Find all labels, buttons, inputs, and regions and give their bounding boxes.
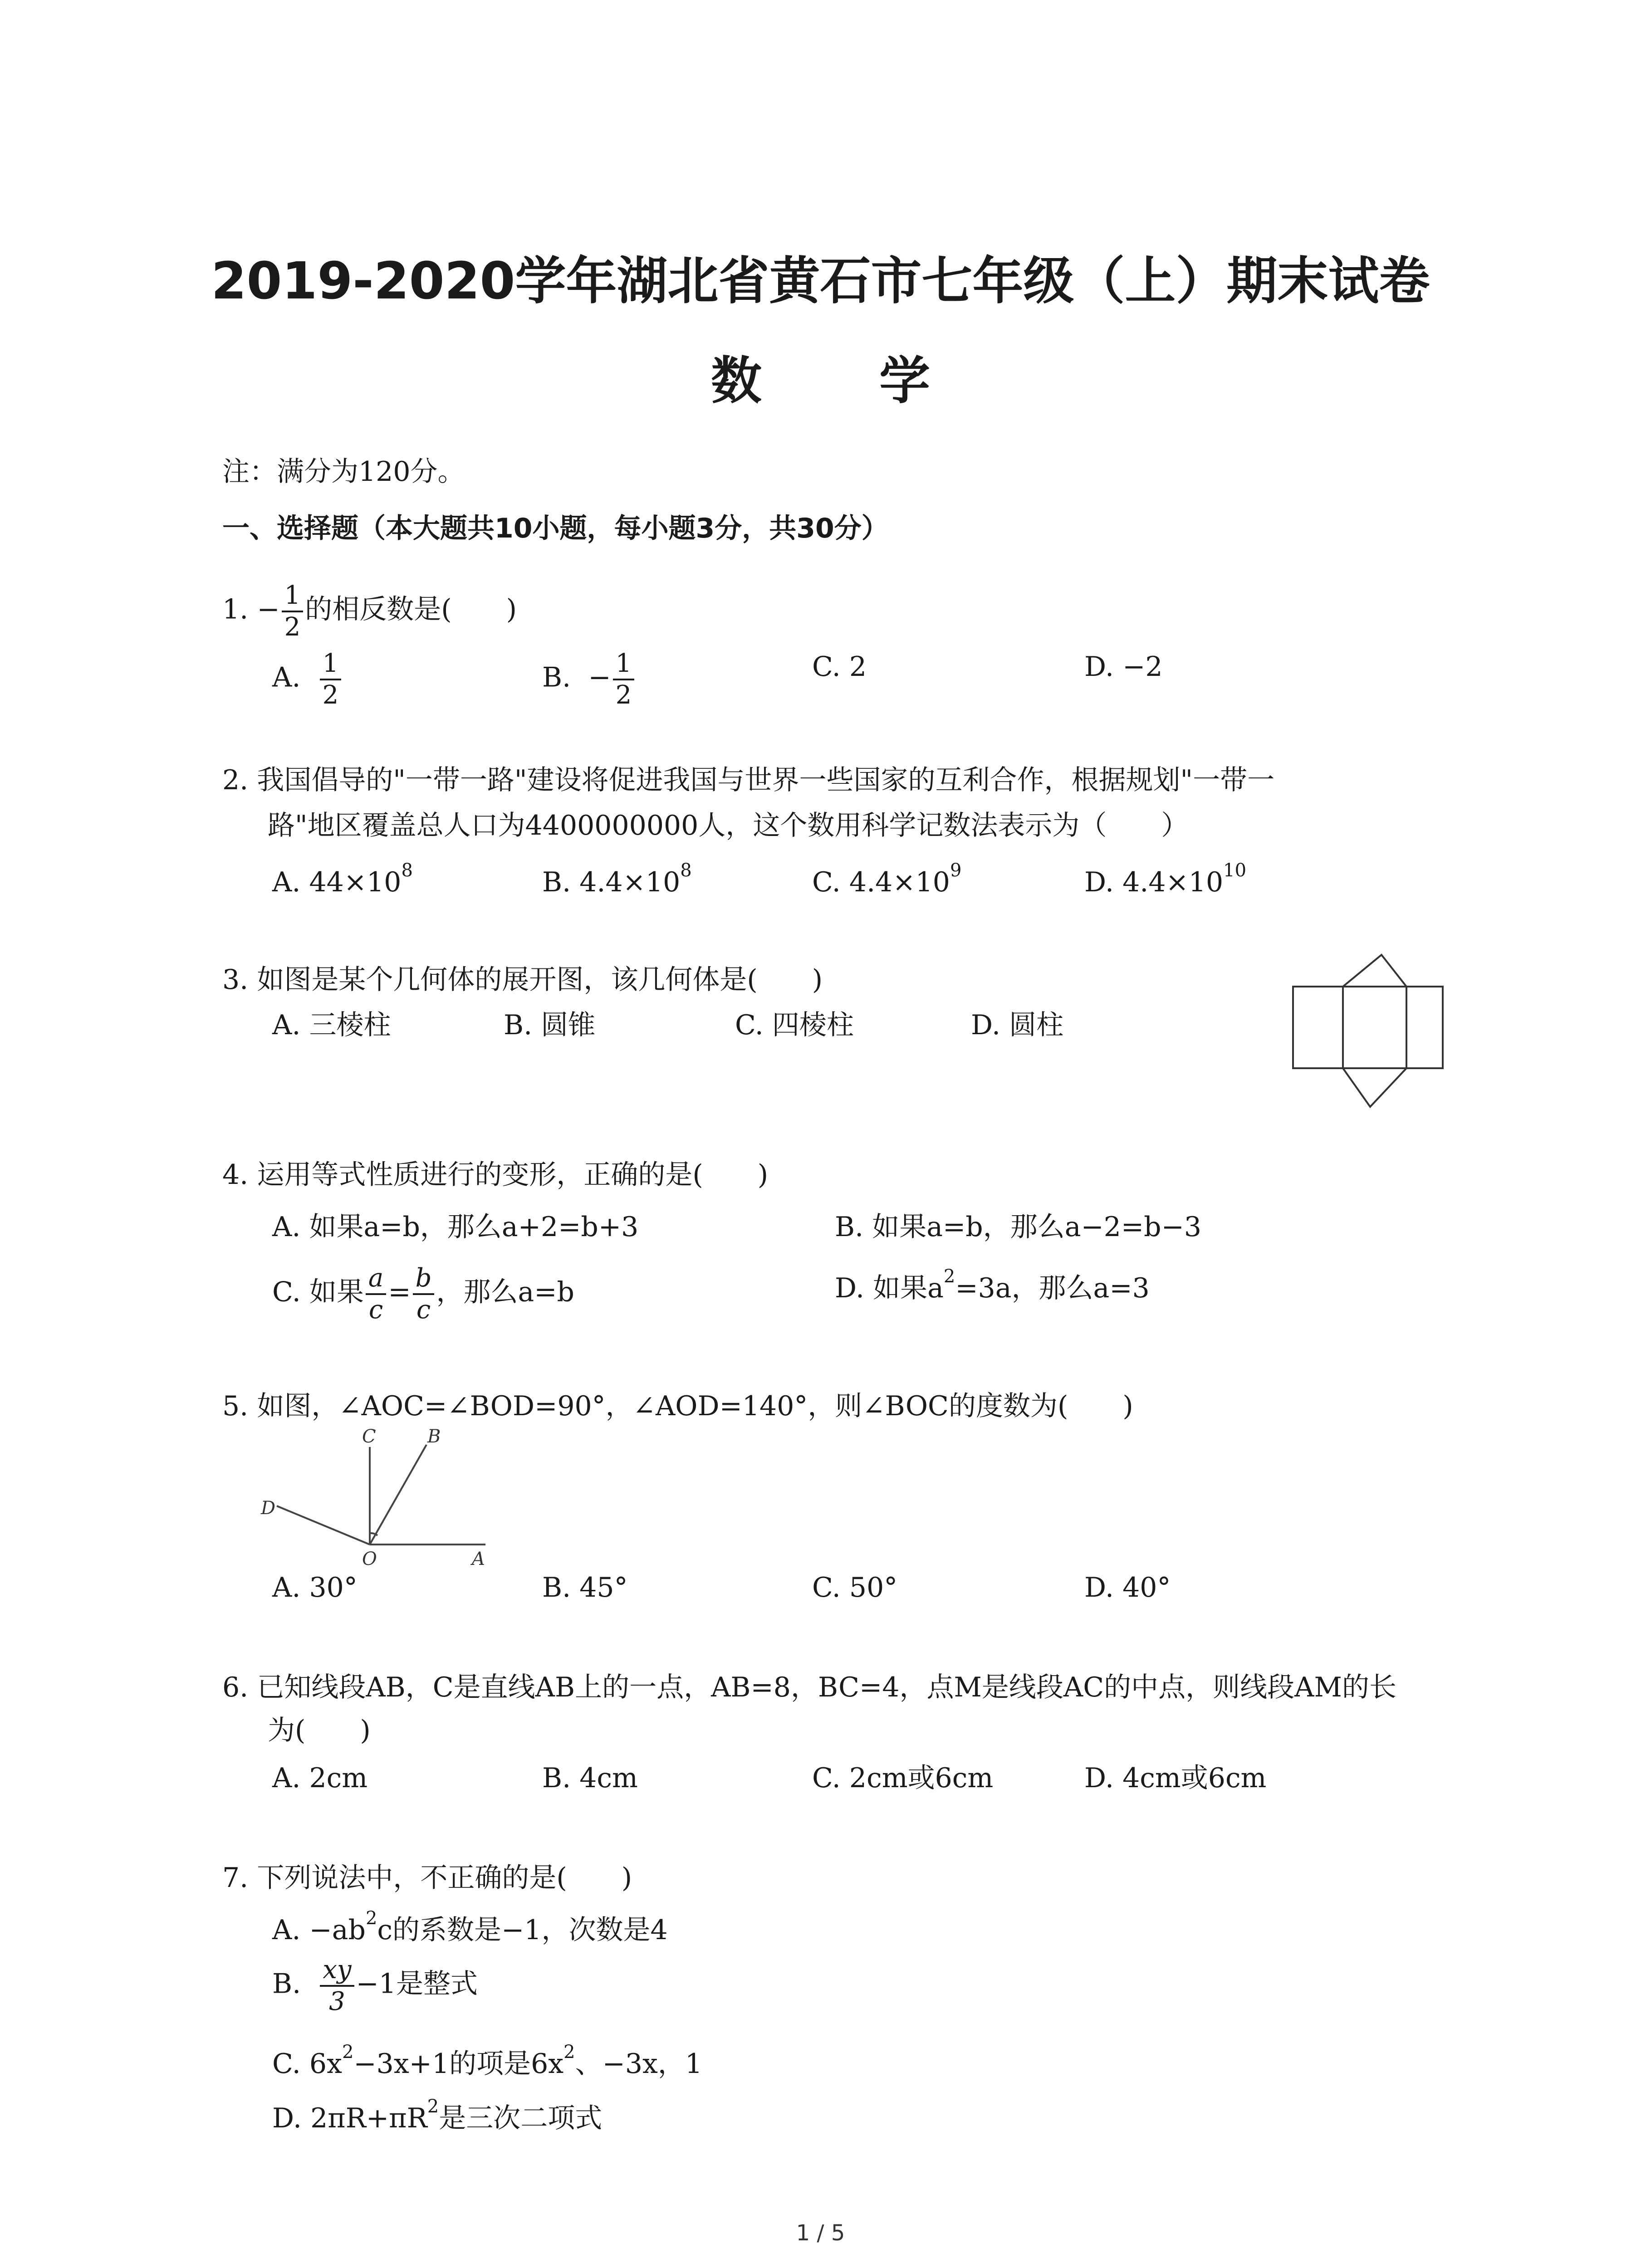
option-label: B. — [542, 661, 571, 694]
minus-sign: − — [588, 661, 611, 694]
q3-option-d[interactable]: D. 圆柱 — [971, 1009, 1064, 1041]
option-text: D. 4.4×10 — [1084, 866, 1224, 898]
numerator: xy — [320, 1955, 354, 1987]
question-5: 5. 如图，∠AOC=∠BOD=90°，∠AOD=140°，则∠BOC的度数为( ) — [222, 1390, 1133, 1422]
question-text: 的相反数是( ) — [305, 593, 517, 626]
q3-option-b[interactable]: B. 圆锥 — [504, 1009, 596, 1041]
exponent: 2 — [427, 2096, 439, 2117]
q5-option-a[interactable]: A. 30° — [272, 1572, 358, 1603]
question-6-line-1: 6. 已知线段AB，C是直线AB上的一点，AB=8，BC=4，点M是线段AC的中点，则线段AM的长 — [222, 1672, 1396, 1703]
numerator: 1 — [613, 649, 635, 680]
option-text: D. 2πR+πR — [272, 2102, 427, 2134]
q4-option-a[interactable]: A. 如果a=b，那么a+2=b+3 — [272, 1211, 639, 1243]
page-number: 1 / 5 — [796, 2220, 845, 2246]
net-triangle-top — [1343, 955, 1406, 987]
option-text: B. 4.4×10 — [542, 866, 681, 898]
net-rect-middle — [1343, 987, 1406, 1068]
q7-option-c[interactable] — [272, 2042, 703, 2082]
option-text: C. 如果 — [272, 1276, 364, 1308]
angle-figure — [259, 1424, 495, 1574]
numerator: a — [366, 1263, 386, 1295]
numerator: 1 — [282, 581, 304, 612]
ray-od — [277, 1506, 370, 1545]
net-rect-left — [1293, 987, 1343, 1068]
q1-option-c[interactable]: C. 2 — [812, 651, 867, 683]
question-2-line-2: 路"地区覆盖总人口为4400000000人，这个数用科学记数法表示为（ ） — [268, 810, 1189, 841]
option-text: c的系数是−1，次数是4 — [377, 1914, 668, 1946]
question-1 — [222, 581, 517, 642]
question-6-line-2: 为( ) — [268, 1715, 371, 1746]
equals-sign: = — [388, 1276, 411, 1308]
numerator: 1 — [320, 649, 342, 680]
exponent: 2 — [342, 2042, 354, 2063]
q1-option-d[interactable]: D. −2 — [1084, 651, 1163, 683]
q4-option-c[interactable] — [272, 1263, 574, 1325]
q6-option-a[interactable]: A. 2cm — [272, 1762, 368, 1794]
option-label: B. — [272, 1968, 301, 2000]
fraction — [320, 649, 342, 710]
q6-option-b[interactable]: B. 4cm — [542, 1762, 638, 1794]
question-2-line-1: 2. 我国倡导的"一带一路"建设将促进我国与世界一些国家的互利合作，根据规划"一带一 — [222, 764, 1275, 796]
prism-net-figure — [1279, 948, 1452, 1111]
q6-option-c[interactable]: C. 2cm或6cm — [812, 1762, 994, 1794]
exponent: 9 — [950, 860, 962, 881]
exponent: 10 — [1223, 860, 1247, 881]
exponent: 8 — [680, 860, 692, 881]
fraction — [366, 1263, 386, 1325]
question-3: 3. 如图是某个几何体的展开图，该几何体是( ) — [222, 964, 823, 996]
q5-option-c[interactable]: C. 50° — [812, 1572, 898, 1603]
q5-option-d[interactable]: D. 40° — [1084, 1572, 1171, 1603]
q7-option-d[interactable] — [272, 2096, 603, 2136]
option-text: 是三次二项式 — [439, 2102, 603, 2134]
page-subtitle: 数 学 — [711, 352, 980, 411]
q5-option-b[interactable]: B. 45° — [542, 1572, 628, 1603]
option-text: A. 44×10 — [272, 866, 402, 898]
q2-option-d[interactable] — [1084, 860, 1247, 900]
denominator: 3 — [329, 1987, 345, 2016]
question-4: 4. 运用等式性质进行的变形，正确的是( ) — [222, 1159, 769, 1191]
q3-option-a[interactable]: A. 三棱柱 — [272, 1009, 391, 1041]
section-heading: 一、选择题（本大题共10小题，每小题3分，共30分） — [222, 513, 889, 544]
net-rect-right — [1406, 987, 1443, 1068]
fraction — [282, 581, 304, 642]
denominator: 2 — [322, 680, 339, 710]
label-b: B — [427, 1426, 441, 1447]
minus-sign: − — [257, 593, 280, 626]
q1-option-a[interactable] — [272, 649, 343, 710]
option-text: A. −ab — [272, 1914, 366, 1946]
q2-option-b[interactable] — [542, 860, 692, 900]
label-a: A — [472, 1549, 485, 1569]
option-text: C. 4.4×10 — [812, 866, 950, 898]
numerator: b — [413, 1263, 435, 1295]
fraction — [320, 1955, 354, 2017]
q7-option-b[interactable] — [272, 1955, 478, 2017]
option-text: ，那么a=b — [436, 1276, 574, 1308]
q4-option-b[interactable]: B. 如果a=b，那么a−2=b−3 — [835, 1211, 1202, 1243]
q2-option-a[interactable] — [272, 860, 413, 900]
option-text: =3a，那么a=3 — [955, 1272, 1150, 1304]
option-text: D. 如果a — [835, 1272, 944, 1304]
label-o: O — [362, 1549, 377, 1569]
denominator: c — [368, 1295, 383, 1325]
denominator: c — [416, 1295, 431, 1325]
label-d: D — [261, 1498, 276, 1519]
q7-option-a[interactable] — [272, 1908, 668, 1948]
label-c: C — [362, 1426, 376, 1447]
q4-option-d[interactable] — [835, 1266, 1150, 1306]
fraction — [613, 649, 635, 710]
net-triangle-bottom — [1343, 1068, 1406, 1107]
exponent: 2 — [365, 1908, 377, 1929]
question-7: 7. 下列说法中，不正确的是( ) — [222, 1862, 632, 1894]
option-text: 、−3x，1 — [575, 2048, 703, 2080]
option-label: A. — [272, 661, 301, 694]
denominator: 2 — [615, 680, 632, 710]
score-note: 注：满分为120分。 — [222, 456, 465, 488]
exponent: 2 — [563, 2042, 575, 2063]
q1-option-b[interactable] — [542, 649, 636, 710]
page-title: 2019-2020学年湖北省黄石市七年级（上）期末试卷 — [211, 252, 1430, 311]
q2-option-c[interactable] — [812, 860, 962, 900]
question-number: 1. — [222, 593, 249, 626]
option-text: −3x+1的项是6x — [353, 2048, 564, 2080]
option-text: C. 6x — [272, 2048, 342, 2080]
option-text: −1是整式 — [356, 1968, 478, 2000]
ray-ob — [370, 1445, 426, 1545]
denominator: 2 — [284, 612, 301, 642]
q6-option-d[interactable]: D. 4cm或6cm — [1084, 1762, 1267, 1794]
fraction — [413, 1263, 435, 1325]
q3-option-c[interactable]: C. 四棱柱 — [735, 1009, 854, 1041]
exponent: 8 — [401, 860, 413, 881]
exponent: 2 — [943, 1266, 955, 1287]
